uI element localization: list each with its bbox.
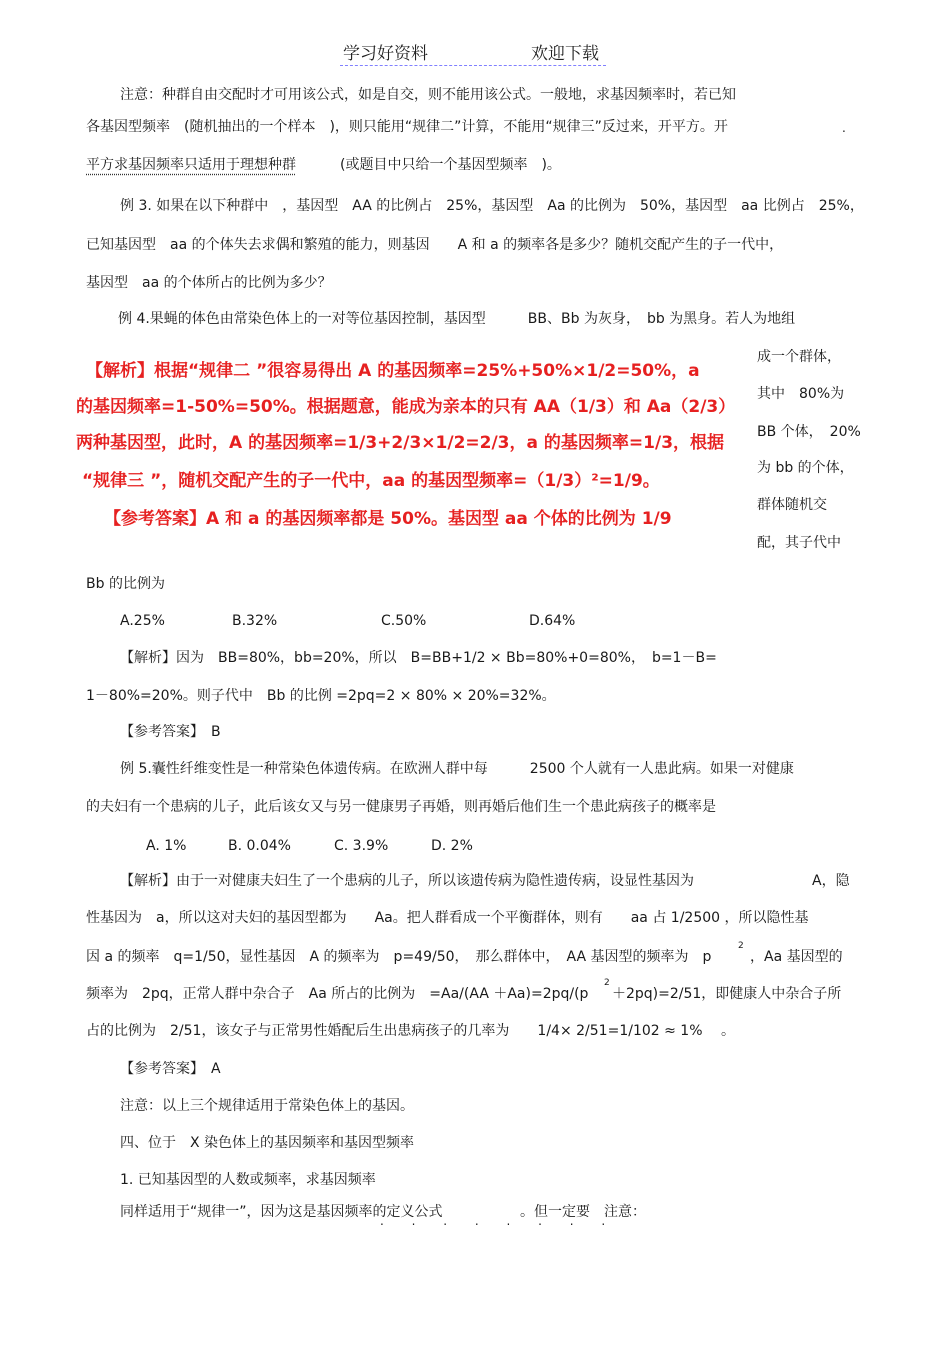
superscript-2a: 2: [738, 941, 744, 951]
answer-box-line-3: 两种基因型，此时，A 的基因频率=1/3+2/3×1/2=2/3，a 的基因频率=1/3，根据: [76, 433, 725, 453]
answer-box-line-5: 【参考答案】A 和 a 的基因频率都是 50%。基因型 aa 个体的比例为 1/9: [104, 509, 672, 529]
note-line-3a: 平方求基因频率只适用于理想种群: [86, 157, 296, 173]
header-underline: [340, 65, 606, 66]
subsection-1-heading: 1. 已知基因型的人数或频率，求基因频率: [120, 1172, 376, 1188]
example-4-line-1: 例 4.果蝇的体色由常染色体上的一对等位基因控制，基因型 BB、Bb 为灰身， bb 为黑身。若人为地组: [118, 311, 796, 327]
ex4-analysis-line-2: 1－80%=20%。则子代中 Bb 的比例 =2pq=2 × 80% × 20%=32%。: [86, 688, 556, 704]
side-line-3: BB 个体， 20%: [757, 424, 861, 440]
ex4-option-d: D.64%: [529, 613, 576, 629]
example-3-line-1: 例 3. 如果在以下种群中 ，基因型 AA 的比例占 25%，基因型 Aa 的比例为 50%，基因型 aa 比例占 25%，: [120, 198, 864, 214]
ex5-option-d: D. 2%: [431, 838, 473, 854]
example-3-line-3: 基因型 aa 的个体所占的比例为多少？: [86, 275, 332, 291]
answer-box-line-2: 的基因频率=1-50%=50%。根据题意，能成为亲本的只有 AA（1/3）和 Aa（2/3）: [76, 397, 736, 417]
ex5-option-c: C. 3.9%: [334, 838, 389, 854]
ex4-option-b: B.32%: [232, 613, 278, 629]
ex5-option-b: B. 0.04%: [228, 838, 291, 854]
ex5-analysis-line-5: 占的比例为 2/51，该女子与正常男性婚配后生出患病孩子的几率为 1/4× 2/51=1/102 ≈ 1% 。: [86, 1023, 735, 1039]
last-line-a: 同样适用于“规律一”，因为这是基因频率的定义公式: [120, 1204, 443, 1220]
emphasis-dots: . . . . . . . .: [380, 1214, 618, 1228]
ex5-analysis-line-2: 性基因为 a，所以这对夫妇的基因型都为 Aa。把人群看成一个平衡群体，则有 aa 占 1/2500 ，所以隐性基: [86, 910, 809, 926]
ex4-answer: 【参考答案】 B: [120, 724, 221, 740]
stray-dot: .: [842, 121, 846, 135]
note-line-1: 注意：种群自由交配时才可用该公式，如是自交，则不能用该公式。一般地，求基因频率时，若已知: [120, 87, 736, 103]
last-line-b: 。但一定要 注意：: [520, 1204, 646, 1220]
ex5-analysis-line-1: 【解析】由于一对健康夫妇生了一个患病的儿子，所以该遗传病为隐性遗传病，设显性基因为: [120, 873, 694, 889]
note-line-2: 各基因型频率 (随机抽出的一个样本 )，则只能用“规律二”计算，不能用“规律三”反过来，开平方。开: [86, 119, 728, 135]
side-line-1: 成一个群体，: [757, 349, 841, 365]
example-5-line-2: 的夫妇有一个患病的儿子，此后该女又与另一健康男子再婚，则再婚后他们生一个患此病孩子的概率是: [86, 799, 716, 815]
side-line-4: 为 bb 的个体，: [757, 460, 854, 476]
ex4-option-c: C.50%: [381, 613, 427, 629]
side-line-6: 配，其子代中: [757, 535, 841, 551]
example-4-tail: Bb 的比例为: [86, 576, 165, 592]
ex5-analysis-line-3-tail: ，Aa 基因型的: [750, 949, 843, 965]
ex5-analysis-line-1-tail: A，隐: [812, 873, 850, 889]
superscript-2b: 2: [604, 978, 610, 988]
ex5-answer: 【参考答案】 A: [120, 1061, 221, 1077]
answer-box-line-4: “规律三 ”，随机交配产生的子一代中，aa 的基因型频率=（1/3）²=1/9。: [82, 471, 660, 491]
ex5-analysis-line-4: 频率为 2pq，正常人群中杂合子 Aa 所占的比例为 =Aa/(AA ＋Aa)=2pq/(p: [86, 986, 589, 1002]
note-line-3b: (或题目中只给一个基因型频率 )。: [340, 157, 561, 173]
ex5-analysis-line-3: 因 a 的频率 q=1/50，显性基因 A 的频率为 p=49/50， 那么群体中， AA 基因型的频率为 p: [86, 949, 712, 965]
side-line-5: 群体随机交: [757, 497, 827, 513]
example-5-line-1: 例 5.囊性纤维变性是一种常染色体遗传病。在欧洲人群中每 2500 个人就有一人患此病。如果一对健康: [120, 761, 794, 777]
note-autosomal: 注意：以上三个规律适用于常染色体上的基因。: [120, 1098, 414, 1114]
example-3-line-2: 已知基因型 aa 的个体失去求偶和繁殖的能力，则基因 A 和 a 的频率各是多少？随机交配产生的子一代中，: [86, 237, 784, 253]
header-right: 欢迎下载: [531, 44, 599, 64]
ex4-option-a: A.25%: [120, 613, 165, 629]
section-4-heading: 四、位于 X 染色体上的基因频率和基因型频率: [120, 1135, 415, 1151]
ex5-option-a: A. 1%: [146, 838, 187, 854]
header-left: 学习好资料: [343, 44, 428, 64]
side-line-2: 其中 80%为: [757, 386, 845, 402]
answer-box-line-1: 【解析】根据“规律二 ”很容易得出 A 的基因频率=25%+50%×1/2=50%，a: [86, 361, 700, 381]
ex4-analysis-line-1: 【解析】因为 BB=80%，bb=20%，所以 B=BB+1/2 × Bb=80%+0=80%， b=1－B=: [120, 650, 717, 666]
ex5-analysis-line-4-tail: ＋2pq)=2/51，即健康人中杂合子所: [612, 986, 842, 1002]
